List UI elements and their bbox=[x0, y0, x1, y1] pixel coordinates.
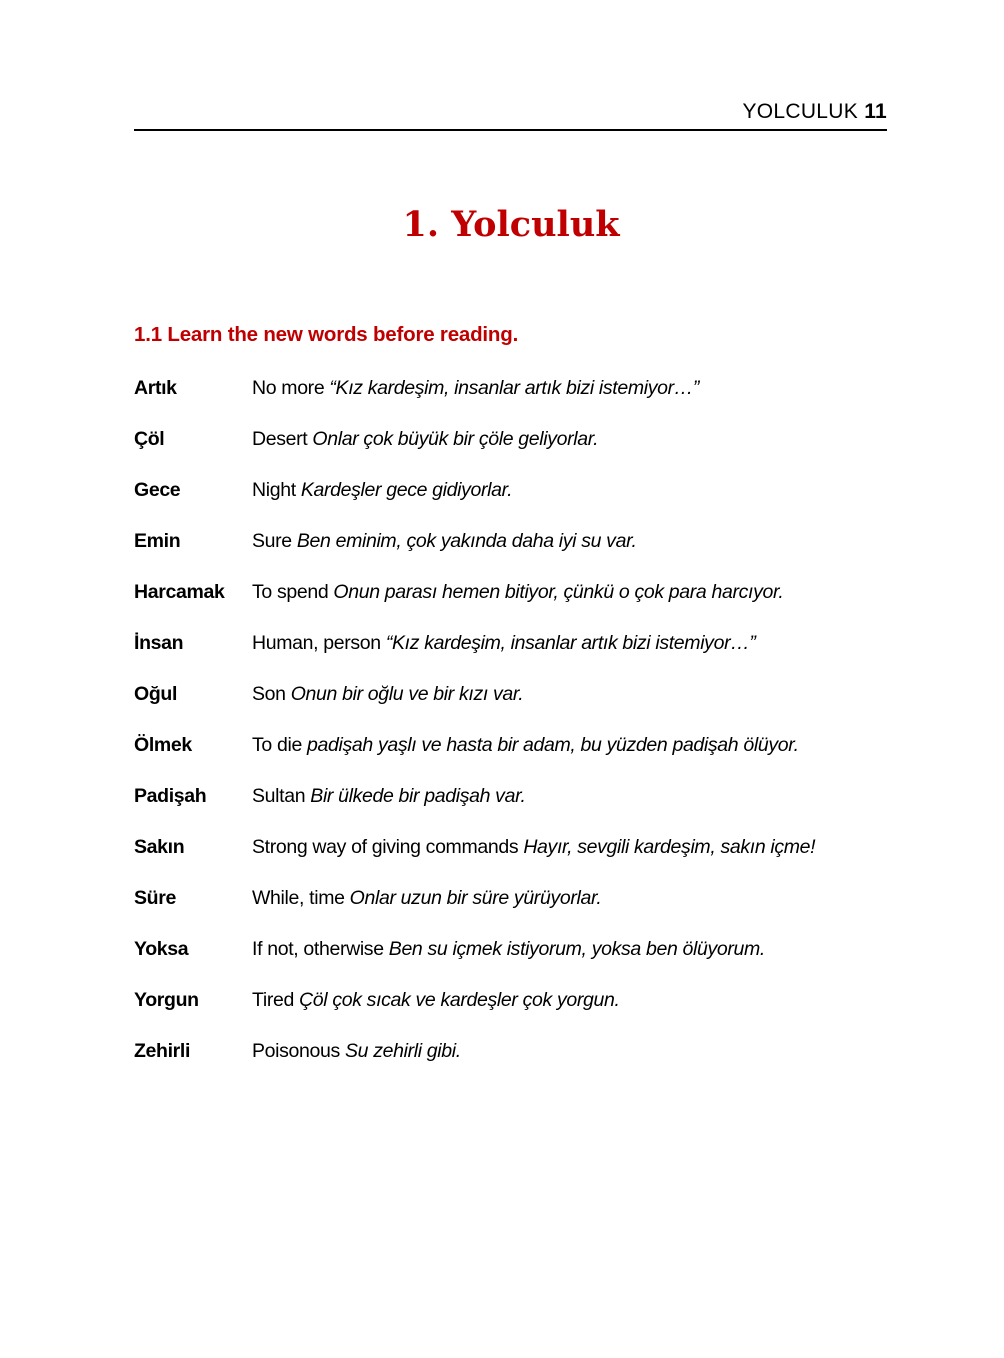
vocab-meaning: While, time bbox=[252, 887, 345, 909]
vocab-entry bbox=[134, 930, 894, 968]
vocab-entry bbox=[134, 828, 894, 866]
vocab-word: Zehirli bbox=[134, 1040, 191, 1062]
vocab-word: Ölmek bbox=[134, 734, 192, 756]
vocab-definition bbox=[252, 930, 877, 968]
vocab-example: Onlar çok büyük bir çöle geliyorlar. bbox=[312, 428, 599, 450]
vocab-word: Padişah bbox=[134, 785, 207, 807]
vocab-word: Oğul bbox=[134, 683, 178, 705]
vocab-definition bbox=[252, 981, 877, 1019]
chapter-title: 1. Yolculuk bbox=[402, 204, 620, 245]
vocab-definition bbox=[252, 879, 877, 917]
vocab-meaning: Sultan bbox=[252, 785, 306, 807]
vocab-example: Çöl çok sıcak ve kardeşler çok yorgun. bbox=[299, 989, 620, 1011]
vocab-entry bbox=[134, 777, 894, 815]
vocab-definition bbox=[252, 675, 877, 713]
vocab-entry bbox=[134, 369, 894, 407]
vocab-word: Sakın bbox=[134, 836, 185, 858]
vocab-meaning: Night bbox=[252, 479, 296, 501]
vocab-entry bbox=[134, 879, 894, 917]
vocab-example: padişah yaşlı ve hasta bir adam, bu yüzden padişah ölüyor. bbox=[307, 734, 799, 756]
vocab-meaning: Desert bbox=[252, 428, 308, 450]
vocab-entry bbox=[134, 981, 894, 1019]
vocab-meaning: Son bbox=[252, 683, 286, 705]
vocab-definition bbox=[252, 777, 877, 815]
vocab-example: “Kız kardeşim, insanlar artık bizi istemiyor…” bbox=[329, 377, 700, 399]
vocab-example: Ben eminim, çok yakında daha iyi su var. bbox=[296, 530, 637, 552]
vocab-definition bbox=[252, 624, 877, 662]
vocab-definition bbox=[252, 828, 837, 866]
vocab-definition bbox=[252, 522, 877, 560]
vocab-word: İnsan bbox=[134, 632, 184, 654]
vocab-entry bbox=[134, 726, 894, 764]
vocab-word: Artık bbox=[134, 377, 177, 399]
vocab-example: “Kız kardeşim, insanlar artık bizi istemiyor…” bbox=[385, 632, 756, 654]
vocab-example: Onun parası hemen bitiyor, çünkü o çok para harcıyor. bbox=[333, 581, 784, 603]
vocab-entry bbox=[134, 420, 894, 458]
vocab-meaning: No more bbox=[252, 377, 325, 399]
header-rule bbox=[134, 129, 887, 131]
running-title: YOLCULUK bbox=[742, 100, 859, 123]
section-heading: 1.1 Learn the new words before reading. bbox=[134, 323, 519, 346]
vocab-word: Gece bbox=[134, 479, 181, 501]
vocab-word: Süre bbox=[134, 887, 176, 909]
vocab-example: Bir ülkede bir padişah var. bbox=[310, 785, 526, 807]
vocab-definition bbox=[252, 369, 877, 407]
vocab-word: Yorgun bbox=[134, 989, 199, 1011]
vocab-definition bbox=[252, 1032, 877, 1070]
vocab-meaning: Strong way of giving commands bbox=[252, 836, 519, 858]
vocab-word: Yoksa bbox=[134, 938, 189, 960]
vocab-meaning: Tired bbox=[252, 989, 294, 1011]
vocab-meaning: Human, person bbox=[252, 632, 381, 654]
vocabulary-list bbox=[134, 369, 894, 1083]
vocab-entry bbox=[134, 624, 894, 662]
vocab-entry bbox=[134, 1032, 894, 1070]
vocab-meaning: Poisonous bbox=[252, 1040, 340, 1062]
vocab-example: Ben su içmek istiyorum, yoksa ben ölüyorum. bbox=[388, 938, 765, 960]
vocab-entry bbox=[134, 522, 894, 560]
vocab-definition bbox=[252, 420, 877, 458]
vocab-entry bbox=[134, 675, 894, 713]
vocab-example: Kardeşler gece gidiyorlar. bbox=[300, 479, 513, 501]
running-header bbox=[742, 100, 887, 124]
page-number: 11 bbox=[864, 100, 887, 123]
vocab-example: Onun bir oğlu ve bir kızı var. bbox=[290, 683, 524, 705]
vocab-meaning: If not, otherwise bbox=[252, 938, 384, 960]
vocab-example: Su zehirli gibi. bbox=[345, 1040, 461, 1062]
vocab-meaning: To die bbox=[252, 734, 302, 756]
vocab-word: Harcamak bbox=[134, 581, 225, 603]
vocab-entry bbox=[134, 471, 894, 509]
vocab-definition bbox=[252, 726, 877, 764]
vocab-meaning: Sure bbox=[252, 530, 292, 552]
vocab-meaning: To spend bbox=[252, 581, 329, 603]
vocab-example: Hayır, sevgili kardeşim, sakın içme! bbox=[523, 836, 816, 858]
vocab-definition bbox=[252, 471, 877, 509]
vocab-word: Emin bbox=[134, 530, 181, 552]
vocab-definition bbox=[252, 573, 877, 611]
vocab-entry bbox=[134, 573, 894, 611]
vocab-word: Çöl bbox=[134, 428, 165, 450]
vocab-example: Onlar uzun bir süre yürüyorlar. bbox=[349, 887, 602, 909]
